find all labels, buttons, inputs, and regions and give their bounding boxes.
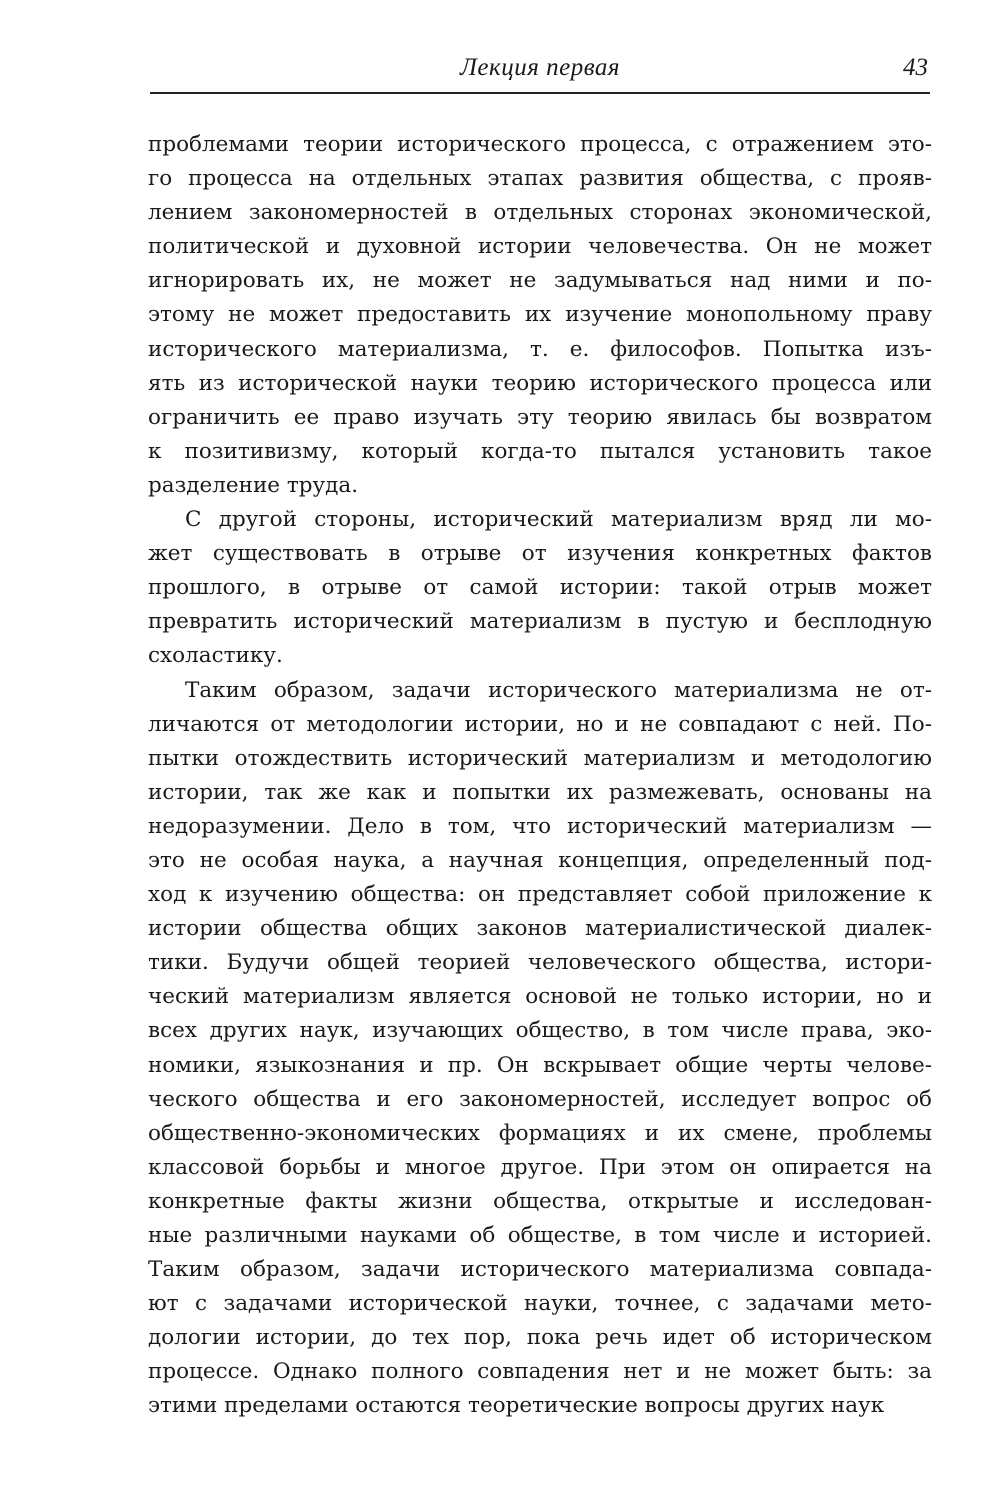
paragraph [148,503,932,673]
text-line: ные различными науками об обществе, в том числе и историей. [148,1223,932,1248]
text-line: ход к изучению общества: он представляет собой приложение к [148,882,932,908]
text-line: политической и духовной истории человечества. Он не может [148,234,932,260]
text-line: превратить исторический материализм в пустую и бесплодную [148,609,932,635]
text-line: процессе. Однако полного совпадения нет и не может быть: за [148,1359,932,1385]
text-line: лением закономерностей в отдельных сторонах экономической, [148,200,932,226]
text-line: классовой борьбы и многое другое. При этом он опирается на [148,1154,932,1180]
text-line: это не особая наука, а научная концепция, определенный под- [148,847,932,873]
text-line: Таким образом, задачи исторического материализма не от- [185,677,932,703]
text-line: всех других наук, изучающих общество, в том числе права, эко- [148,1018,932,1044]
text-line: этому не может предоставить их изучение монопольному праву [148,302,932,328]
text-line: конкретные факты жизни общества, открытые и исследован- [148,1188,932,1214]
body-text [148,128,932,1424]
running-header [150,54,930,94]
text-line: жет существовать в отрыве от изучения конкретных фактов [148,541,932,567]
text-line: С другой стороны, исторический материализм вряд ли мо- [185,507,932,533]
text-line: истории общества общих законов материалистической диалек- [148,916,932,942]
text-line: ческого общества и его закономерностей, исследует вопрос об [148,1086,932,1112]
text-line: го процесса на отдельных этапах развития общества, с прояв- [148,166,932,192]
text-line: ческий материализм является основой не только истории, но и [148,984,932,1010]
paragraph [148,674,932,1424]
text-line: проблемами теории исторического процесса, с отражением это- [148,132,932,157]
text-line: ять из исторической науки теорию исторического процесса или [148,370,932,396]
text-line: схоластику. [148,643,283,669]
text-line: личаются от методологии истории, но и не совпадают с ней. По- [148,711,932,737]
text-line: пытки отождествить исторический материализм и методологию [148,745,932,771]
text-line: к позитивизму, который когда-то пытался установить такое [148,438,932,464]
text-line: исторического материализма, т. е. философов. Попытка изъ- [148,336,932,362]
text-line: игнорировать их, не может не задумываться над ними и по- [148,268,932,294]
text-line: ют с задачами исторической науки, точнее, с задачами мето- [148,1291,932,1317]
text-line: Таким образом, задачи исторического материализма совпада- [148,1257,932,1283]
page-number: 43 [903,54,928,81]
text-line: номики, языкознания и пр. Он вскрывает общие черты челове- [148,1052,932,1078]
chapter-title: Лекция первая [460,54,620,81]
text-line: дологии истории, до тех пор, пока речь идет об историческом [148,1325,932,1351]
text-line: этими пределами остаются теоретические вопросы других наук [148,1393,885,1419]
text-line: прошлого, в отрыве от самой истории: такой отрыв может [148,575,932,601]
text-line: недоразумении. Дело в том, что исторический материализм — [148,813,932,839]
text-line: истории, так же как и попытки их размежевать, основаны на [148,779,932,805]
header-rule [150,92,930,94]
text-line: разделение труда. [148,472,359,498]
text-line: тики. Будучи общей теорией человеческого общества, истори- [148,950,932,976]
text-line: ограничить ее право изучать эту теорию явилась бы возвратом [148,404,932,430]
text-line: общественно-экономических формациях и их смене, проблемы [148,1120,932,1146]
paragraph [148,128,932,503]
